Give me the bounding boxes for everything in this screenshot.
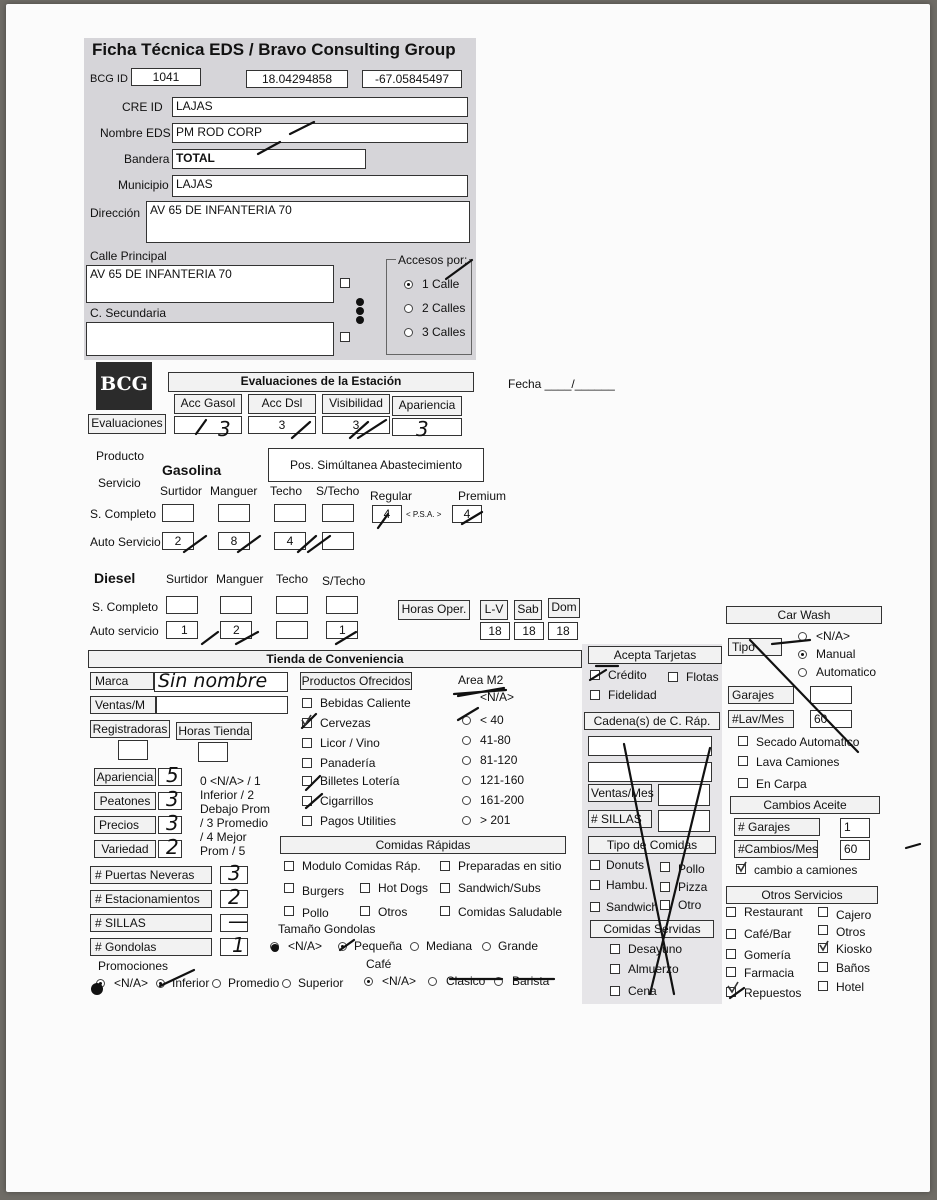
prod-panaderia: Panadería <box>320 756 376 770</box>
regular-field[interactable]: 4 <box>372 505 402 523</box>
regular-label: Regular <box>370 489 413 503</box>
peatones-label: Peatones <box>94 792 156 810</box>
fecha-label: Fecha ____/______ <box>508 377 615 391</box>
gas-sc-stecho[interactable] <box>322 504 354 522</box>
scale-line-5: / 4 Mejor <box>200 830 247 844</box>
cafe-radio-na[interactable] <box>364 977 373 986</box>
accesos-label: Accesos por: <box>398 253 468 267</box>
gas-col-surtidor: Surtidor <box>160 484 203 498</box>
comidas-cb-hotdogs[interactable] <box>360 883 370 893</box>
scale-line-1: 0 <N/A> / 1 <box>200 774 261 788</box>
longitude-field[interactable]: -67.05845497 <box>362 70 462 88</box>
eval-col-accgasol: Acc Gasol <box>174 394 242 414</box>
otros-cb-farmacia[interactable] <box>726 967 736 977</box>
gas-col-techo: Techo <box>270 484 303 498</box>
prod-bebidas: Bebidas Caliente <box>320 696 411 710</box>
comidas-cb-otros[interactable] <box>360 906 370 916</box>
dsl-as-manguer[interactable]: 2 <box>220 621 252 639</box>
dsl-col-manguer: Manguer <box>216 572 264 586</box>
carwash-cb-carpa[interactable] <box>738 778 748 788</box>
dsl-col-stecho: S/Techo <box>322 574 366 588</box>
servidas-cb-cena[interactable] <box>610 986 620 996</box>
area-radio-201[interactable] <box>462 816 471 825</box>
otros-cb-restaurant[interactable] <box>726 907 736 917</box>
eval-accgasol-hand: 3 <box>218 417 231 441</box>
calle-label: Calle Principal <box>90 249 167 263</box>
area-radio-161[interactable] <box>462 796 471 805</box>
tienda-title: Tienda de Conveniencia <box>88 650 582 668</box>
accesos-radio-1[interactable] <box>404 280 413 289</box>
scale-line-4: / 3 Promedio <box>200 816 269 830</box>
tarjetas-credito: Crédito <box>608 668 647 682</box>
otros-cb-banos[interactable] <box>818 962 828 972</box>
puertas-label: # Puertas Neveras <box>90 866 212 884</box>
cadena-title: Cadena(s) de C. Ráp. <box>584 712 720 730</box>
cadena-sillas-label: # SILLAS <box>588 810 652 828</box>
dsl-auto-label: Auto servicio <box>90 624 159 638</box>
servidas-cena: Cena <box>628 984 657 998</box>
tipo-comidas-title: Tipo de Comidas <box>588 836 716 854</box>
bcg-logo: BCG <box>96 362 152 410</box>
aceite-cambios-field[interactable]: 60 <box>840 840 870 860</box>
otros-cb-cajero[interactable] <box>818 907 828 917</box>
eval-visibilidad-field[interactable]: 3 <box>322 416 390 434</box>
premium-field[interactable]: 4 <box>452 505 482 523</box>
ventas-field[interactable] <box>156 696 288 714</box>
carwash-lav-label: #Lav/Mes <box>728 710 794 728</box>
tipo-pizza: Pizza <box>678 880 708 894</box>
otros-cajero: Cajero <box>836 908 872 922</box>
carwash-tipo-label: Tipo <box>728 638 782 656</box>
servidas-cb-almuerzo[interactable] <box>610 964 620 974</box>
prod-cb-cigarrillos[interactable] <box>302 796 312 806</box>
apariencia-label: Apariencia <box>94 768 156 786</box>
nombre-field[interactable]: PM ROD CORP <box>172 123 468 143</box>
gas-auto-label: Auto Servicio <box>90 535 161 549</box>
carwash-cb-secado[interactable] <box>738 736 748 746</box>
scale-line-2: Inferior / 2 <box>200 788 255 802</box>
precios-hand: 3 <box>166 811 179 835</box>
bandera-label: Bandera <box>124 152 170 166</box>
tarjetas-cb-flotas[interactable] <box>668 672 678 682</box>
gas-as-manguer[interactable]: 8 <box>218 532 250 550</box>
area-radio-40[interactable] <box>462 716 471 725</box>
comidas-cb-burgers[interactable] <box>284 883 294 893</box>
tarjetas-fidelidad: Fidelidad <box>608 688 657 702</box>
diesel-title: Diesel <box>94 570 136 586</box>
accesos-opt-3: 3 Calles <box>422 325 466 339</box>
prod-cb-licor[interactable] <box>302 738 312 748</box>
tamano-radio-mediana[interactable] <box>410 942 419 951</box>
form-title: Ficha Técnica EDS / Bravo Consulting Group <box>92 40 456 59</box>
tipo-otro: Otro <box>678 898 702 912</box>
form-sheet <box>6 4 930 1192</box>
carwash-na: <N/A> <box>816 629 851 643</box>
direccion-label: Dirección <box>90 206 141 220</box>
cadena-sillas-field[interactable] <box>658 810 710 832</box>
scale-line-6: Prom / 5 <box>200 844 246 858</box>
psa-label: < P.S.A. > <box>406 510 442 519</box>
csec-checkbox[interactable] <box>340 332 350 342</box>
accesos-opt-1: 1 Calle <box>422 277 460 291</box>
eval-accgasol-field[interactable] <box>174 416 242 434</box>
evaluaciones-title: Evaluaciones de la Estación <box>168 372 474 392</box>
estacionamientos-hand: 2 <box>228 885 241 909</box>
otros-title: Otros Servicios <box>726 886 878 904</box>
marca-hand: Sin nombre <box>158 670 268 692</box>
prod-cb-loteria[interactable] <box>302 776 312 786</box>
gondolas-hand: 1 <box>232 933 245 957</box>
estacionamientos-label: # Estacionamientos <box>90 890 212 908</box>
comidas-otros: Otros <box>378 905 408 919</box>
otros-hotel: Hotel <box>836 980 865 994</box>
tamano-radio-na[interactable] <box>270 942 279 951</box>
pos-simultanea: Pos. Simúltanea Abastecimiento <box>268 448 484 482</box>
prod-cb-pagos[interactable] <box>302 816 312 826</box>
tipo-cb-pizza[interactable] <box>660 882 670 892</box>
dsl-col-techo: Techo <box>276 572 309 586</box>
evaluaciones-button[interactable]: Evaluaciones <box>88 414 166 434</box>
promo-superior: Superior <box>298 976 344 990</box>
accesos-radio-2[interactable] <box>404 304 413 313</box>
tipo-donuts: Donuts <box>606 858 645 872</box>
gas-as-stecho[interactable] <box>322 532 354 550</box>
comidas-cb-preparadas[interactable] <box>440 861 450 871</box>
cafe-radio-clasico[interactable] <box>428 977 437 986</box>
precios-label: Precios <box>94 816 156 834</box>
comidas-cb-pollo[interactable] <box>284 906 294 916</box>
horas-tienda-field[interactable] <box>198 742 228 762</box>
comidas-cb-saludable[interactable] <box>440 906 450 916</box>
horas-tienda-label: Horas Tienda <box>176 722 252 740</box>
dsl-sc-techo[interactable] <box>276 596 308 614</box>
gas-sc-manguer[interactable] <box>218 504 250 522</box>
otros-repuestos: Repuestos <box>744 986 802 1000</box>
gasolina-title: Gasolina <box>162 462 222 478</box>
cafe-radio-barista[interactable] <box>494 977 503 986</box>
prod-loteria: Billetes Lotería <box>320 774 400 788</box>
gas-col-manguer: Manguer <box>210 484 258 498</box>
prod-cervezas: Cervezas <box>320 716 371 730</box>
tarjetas-flotas: Flotas <box>686 670 719 684</box>
ventas-label: Ventas/M <box>90 696 156 714</box>
cadena-field-1[interactable] <box>588 736 712 756</box>
horas-col-lv: L-V <box>480 600 508 620</box>
prod-licor: Licor / Vino <box>320 736 380 750</box>
calle-field[interactable]: AV 65 DE INFANTERIA 70 <box>86 265 334 303</box>
prod-cb-panaderia[interactable] <box>302 758 312 768</box>
scale-line-3: Debajo Prom <box>200 802 271 816</box>
carwash-title: Car Wash <box>726 606 882 624</box>
carwash-camiones: Lava Camiones <box>756 755 840 769</box>
servidas-almuerzo: Almuerzo <box>628 962 679 976</box>
marca-label: Marca <box>90 672 154 690</box>
aceite-cb-camiones[interactable] <box>736 864 746 874</box>
prod-cigarrillos: Cigarrillos <box>320 794 374 808</box>
otros-gomeria: Gomería <box>744 948 791 962</box>
carwash-manual: Manual <box>816 647 856 661</box>
dsl-sc-stecho[interactable] <box>326 596 358 614</box>
otros-farmacia: Farmacia <box>744 966 795 980</box>
otros-cb-repuestos[interactable] <box>726 987 736 997</box>
aceite-cambios-label: #Cambios/Mes <box>734 840 818 858</box>
promo-radio-superior[interactable] <box>282 979 291 988</box>
comidas-title: Comidas Rápidas <box>280 836 566 854</box>
municipio-label: Municipio <box>118 178 169 192</box>
aceite-garajes-field[interactable]: 1 <box>840 818 870 838</box>
horas-sab-field[interactable]: 18 <box>514 622 544 640</box>
direccion-field[interactable]: AV 65 DE INFANTERIA 70 <box>146 201 470 243</box>
cafe-clasico: Clasico <box>446 974 486 988</box>
gas-as-surtidor[interactable]: 2 <box>162 532 194 550</box>
carwash-radio-manual[interactable] <box>798 650 807 659</box>
tamano-radio-grande[interactable] <box>482 942 491 951</box>
puertas-hand: 3 <box>228 861 241 885</box>
registradoras-field[interactable] <box>118 740 148 760</box>
cafe-title: Café <box>366 957 392 971</box>
eval-col-visibilidad: Visibilidad <box>322 394 390 414</box>
promo-radio-inferior[interactable] <box>156 979 165 988</box>
servidas-cb-desayuno[interactable] <box>610 944 620 954</box>
carwash-garajes-label: Garajes <box>728 686 794 704</box>
dsl-as-techo[interactable] <box>276 621 308 639</box>
promo-na: <N/A> <box>114 976 149 990</box>
dsl-as-stecho[interactable]: 1 <box>326 621 358 639</box>
comidas-pollo: Pollo <box>302 906 329 920</box>
premium-label: Premium <box>458 489 507 503</box>
comidas-saludable: Comidas Saludable <box>458 905 563 919</box>
comidas-cb-sandwich[interactable] <box>440 883 450 893</box>
otros-cb-hotel[interactable] <box>818 981 828 991</box>
cre-id-label: CRE ID <box>122 100 163 114</box>
bcg-id-label: BCG ID <box>90 73 128 85</box>
cre-id-field[interactable]: LAJAS <box>172 97 468 117</box>
carwash-carpa: En Carpa <box>756 777 807 791</box>
gondolas-label: # Gondolas <box>90 938 212 956</box>
producto-label: Producto <box>96 449 145 463</box>
otros-banos: Baños <box>836 961 871 975</box>
prod-pagos: Pagos Utilities <box>320 814 397 828</box>
cafe-barista: Barista <box>512 974 550 988</box>
dsl-as-surtidor[interactable]: 1 <box>166 621 198 639</box>
area-radio-81[interactable] <box>462 756 471 765</box>
area-opt-161: 161-200 <box>480 793 525 807</box>
carwash-radio-na[interactable] <box>798 632 807 641</box>
tipo-cb-otro[interactable] <box>660 900 670 910</box>
csec-label: C. Secundaria <box>90 306 167 320</box>
comidas-burgers: Burgers <box>302 884 345 898</box>
bcg-id-field[interactable]: 1041 <box>131 68 201 86</box>
cafe-na: <N/A> <box>382 974 417 988</box>
peatones-hand: 3 <box>166 787 179 811</box>
servidas-title: Comidas Servidas <box>590 920 714 938</box>
aceite-title: Cambios Aceite <box>730 796 880 814</box>
gas-as-techo[interactable]: 4 <box>274 532 306 550</box>
tipo-cb-sandwich[interactable] <box>590 902 600 912</box>
cadena-field-2[interactable] <box>588 762 712 782</box>
tienda-sillas-label: # SILLAS <box>90 914 212 932</box>
carwash-lav-field[interactable]: 60 <box>810 710 852 728</box>
dsl-col-surtidor: Surtidor <box>166 572 209 586</box>
gas-sc-surtidor[interactable] <box>162 504 194 522</box>
prod-cb-bebidas[interactable] <box>302 698 312 708</box>
registradoras-label: Registradoras <box>90 720 170 738</box>
variedad-hand: 2 <box>166 835 179 859</box>
servicio-label: Servicio <box>98 476 141 490</box>
gas-scompleto-label: S. Completo <box>90 507 157 521</box>
otros-otros: Otros <box>836 925 866 939</box>
area-opt-40: < 40 <box>480 713 504 727</box>
comidas-modulo: Modulo Comidas Ráp. <box>302 859 421 873</box>
tamano-radio-pequena[interactable] <box>338 942 347 951</box>
tipo-cb-donuts[interactable] <box>590 860 600 870</box>
carwash-radio-auto[interactable] <box>798 668 807 677</box>
tarjetas-title: Acepta Tarjetas <box>588 646 722 664</box>
aceite-garajes-label: # Garajes <box>734 818 820 836</box>
promo-promedio: Promedio <box>228 976 280 990</box>
horas-dom-field[interactable]: 18 <box>548 622 578 640</box>
area-opt-201: > 201 <box>480 813 511 827</box>
latitude-field[interactable]: 18.04294858 <box>246 70 348 88</box>
traffic-light-icon <box>348 297 372 327</box>
otros-cb-gomeria[interactable] <box>726 949 736 959</box>
area-opt-na: <N/A> <box>480 690 515 704</box>
otros-cb-otros[interactable] <box>818 925 828 935</box>
area-opt-41: 41-80 <box>480 733 511 747</box>
tipo-sandwich: Sandwich <box>606 900 659 914</box>
accesos-radio-3[interactable] <box>404 328 413 337</box>
eval-accdsl-field[interactable]: 3 <box>248 416 316 434</box>
dsl-sc-manguer[interactable] <box>220 596 252 614</box>
horas-col-sab: Sab <box>514 600 542 620</box>
tipo-cb-hambu[interactable] <box>590 880 600 890</box>
tamano-grande: Grande <box>498 939 539 953</box>
variedad-label: Variedad <box>94 840 156 858</box>
cadena-ventas-label: Ventas/Mes <box>588 784 652 802</box>
aceite-camiones: cambio a camiones <box>754 863 858 877</box>
area-radio-121[interactable] <box>462 776 471 785</box>
prod-cb-cervezas[interactable] <box>302 718 312 728</box>
otros-kiosko: Kiosko <box>836 942 873 956</box>
area-title: Area M2 <box>458 673 504 687</box>
comidas-sandwich: Sandwich/Subs <box>458 881 541 895</box>
carwash-auto: Automatico <box>816 665 877 679</box>
horas-lv-field[interactable]: 18 <box>480 622 510 640</box>
comidas-cb-modulo[interactable] <box>284 861 294 871</box>
gas-col-stecho: S/Techo <box>316 484 360 498</box>
otros-cb-kiosko[interactable] <box>818 943 828 953</box>
promo-inferior: Inferior <box>172 976 210 990</box>
promociones-title: Promociones <box>98 959 169 973</box>
horas-oper-label: Horas Oper. <box>398 600 470 620</box>
tipo-cb-pollo[interactable] <box>660 862 670 872</box>
otros-cafebar: Café/Bar <box>744 927 792 941</box>
tamano-title: Tamaño Gondolas <box>278 922 376 936</box>
dsl-scompleto-label: S. Completo <box>92 600 159 614</box>
horas-col-dom: Dom <box>548 598 580 618</box>
area-radio-41[interactable] <box>462 736 471 745</box>
accesos-opt-2: 2 Calles <box>422 301 466 315</box>
bandera-field[interactable]: TOTAL <box>172 149 366 169</box>
tamano-mediana: Mediana <box>426 939 473 953</box>
cadena-ventas-field[interactable] <box>658 784 710 806</box>
area-opt-121: 121-160 <box>480 773 525 787</box>
apariencia-hand: 5 <box>166 763 179 787</box>
comidas-preparadas: Preparadas en sitio <box>458 859 562 873</box>
servidas-desayuno: Desayuno <box>628 942 683 956</box>
csec-field[interactable] <box>86 322 334 356</box>
promo-radio-na[interactable] <box>96 979 105 988</box>
carwash-secado: Secado Automatico <box>756 735 860 749</box>
municipio-field[interactable]: LAJAS <box>172 175 468 197</box>
eval-col-accdsl: Acc Dsl <box>248 394 316 414</box>
tamano-pequena: Pequeña <box>354 939 403 953</box>
eval-apariencia-hand: 3 <box>416 417 429 441</box>
carwash-garajes-field[interactable] <box>810 686 852 704</box>
gas-sc-techo[interactable] <box>274 504 306 522</box>
tienda-sillas-hand: — <box>228 909 248 933</box>
otros-cb-cafebar[interactable] <box>726 929 736 939</box>
carwash-cb-camiones[interactable] <box>738 756 748 766</box>
tipo-pollo: Pollo <box>678 862 705 876</box>
promo-radio-promedio[interactable] <box>212 979 221 988</box>
tarjetas-cb-fidelidad[interactable] <box>590 690 600 700</box>
eval-col-apariencia: Apariencia <box>392 396 462 416</box>
productos-title: Productos Ofrecidos <box>301 674 411 688</box>
dsl-sc-surtidor[interactable] <box>166 596 198 614</box>
tipo-hambu: Hambu. <box>606 878 649 892</box>
calle-checkbox[interactable] <box>340 278 350 288</box>
comidas-hotdogs: Hot Dogs <box>378 881 429 895</box>
area-opt-81: 81-120 <box>480 753 518 767</box>
tamano-na: <N/A> <box>288 939 323 953</box>
tarjetas-cb-credito[interactable] <box>590 670 600 680</box>
otros-restaurant: Restaurant <box>744 905 803 919</box>
nombre-label: Nombre EDS <box>100 126 171 140</box>
